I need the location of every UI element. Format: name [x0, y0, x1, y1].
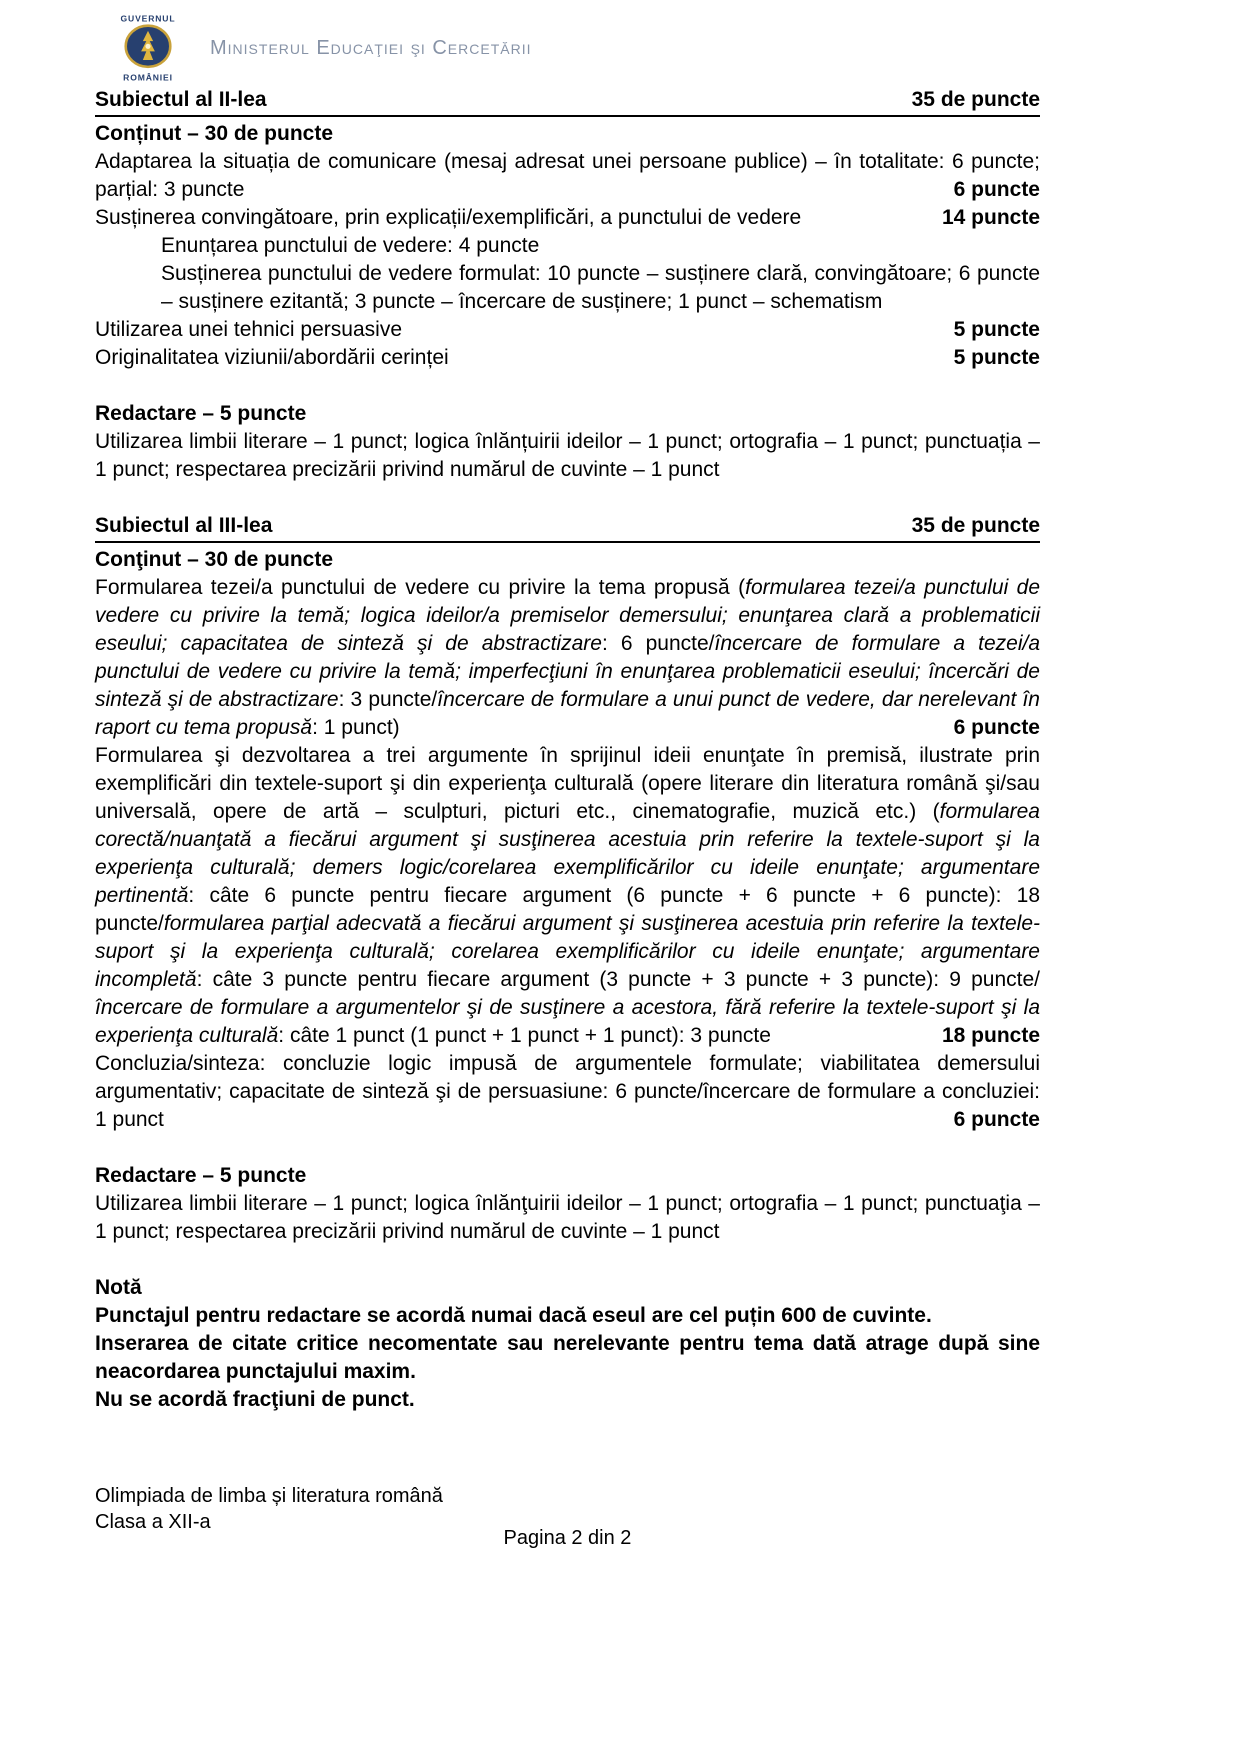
document-header	[104, 12, 531, 84]
criteria-text: Utilizarea limbii literare – 1 punct; logica înlănţuirii ideilor – 1 punct; ortografia – 1 punct; punctuaţia – 1 punct; respectarea precizării privind numărul de cuvinte – 1 punct	[95, 1192, 1040, 1243]
blank-line	[95, 1134, 1040, 1162]
svg-text:ROMÂNIEI: ROMÂNIEI	[123, 72, 173, 83]
criteria-text: Susținerea punctului de vedere formulat: 10 puncte – susținere clară, convingătoare; 6 puncte – susținere ezitantă; 3 puncte – încercare de susținere; 1 punct – schematism	[161, 262, 1040, 313]
footer-class: Clasa a XII-a	[95, 1511, 211, 1533]
rubric-paragraph	[95, 574, 1040, 742]
criteria-text: Utilizarea limbii literare – 1 punct; logica înlănțuirii ideilor – 1 punct; ortografia – 1 punct; punctuația – 1 punct; respectarea precizării privind numărul de cuvinte – 1 punct	[95, 430, 1040, 481]
criteria-text: Originalitatea viziunii/abordării cerinței	[95, 346, 449, 369]
rubric-paragraph	[95, 742, 1040, 1050]
subsection-heading: Conţinut – 30 de puncte	[95, 548, 334, 571]
section-total-points: 35 de puncte	[911, 514, 1040, 537]
criteria-text: : 6 puncte/	[601, 632, 715, 655]
points-value: 6 puncte	[948, 176, 1040, 204]
section-title: Subiectul al III-lea	[95, 514, 273, 537]
rubric-paragraph	[95, 1190, 1040, 1246]
svg-text:GUVERNUL: GUVERNUL	[120, 13, 176, 24]
document-body	[95, 86, 1040, 1414]
ministry-name: Ministerul Educaţiei şi Cercetării	[210, 36, 532, 59]
criteria-italic-text: încercare de formulare a argumentelor şi de susţinere a acestora, fără referire la textele-suport şi la experienţa culturală	[95, 996, 1040, 1047]
blank-line	[95, 372, 1040, 400]
rubric-paragraph	[95, 148, 1040, 204]
criteria-text: : câte 3 puncte pentru fiecare argument (3 puncte + 3 puncte + 3 puncte): 9 puncte/	[196, 968, 1040, 991]
criteria-text: Concluzia/sinteza: concluzie logic impusă de argumentele formulate; viabilitatea demersului argumentativ; capacitate de sinteză şi de persuasiune: 6 puncte/încercare de formulare a concluziei: 1 punct	[95, 1052, 1040, 1131]
section-total-points: 35 de puncte	[911, 88, 1040, 111]
subsection-heading: Notă	[95, 1276, 142, 1299]
points-value: 14 puncte	[936, 204, 1040, 232]
rubric-paragraph	[95, 344, 1040, 372]
points-value: 6 puncte	[948, 1106, 1040, 1134]
criteria-text: Adaptarea la situația de comunicare (mesaj adresat unei persoane publice) – în totalitate: 6 puncte; parțial: 3 puncte	[95, 150, 1040, 201]
points-value: 18 puncte	[936, 1022, 1040, 1050]
page-number: Pagina 2 din 2	[503, 1527, 632, 1549]
criteria-italic-text: încercare de formulare a unui punct de vedere, dar nerelevant în raport cu tema propusă	[95, 688, 1040, 739]
blank-line	[95, 1246, 1040, 1274]
rubric-paragraph	[95, 316, 1040, 344]
points-value: 5 puncte	[948, 344, 1040, 372]
government-coat-of-arms-icon	[104, 12, 192, 84]
criteria-italic-text: încercare de formulare a tezei/a punctului de vedere cu privire la temă; imperfecţiuni în enunţarea problematicii eseului; încercări de sinteză şi de abstractizare	[95, 632, 1040, 711]
blank-line	[95, 484, 1040, 512]
section-title: Subiectul al II-lea	[95, 88, 267, 111]
criteria-text: Susținerea convingătoare, prin explicații/exemplificări, a punctului de vedere	[95, 206, 802, 229]
rubric-paragraph	[95, 428, 1040, 484]
criteria-text: : câte 1 punct (1 punct + 1 punct + 1 punct): 3 puncte	[278, 1024, 771, 1047]
criteria-text: Enunțarea punctului de vedere: 4 puncte	[161, 234, 540, 257]
rubric-paragraph	[161, 260, 1040, 316]
points-value: 6 puncte	[948, 714, 1040, 742]
note-paragraph: Nu se acordă fracţiuni de punct.	[95, 1388, 415, 1411]
criteria-text: Utilizarea unei tehnici persuasive	[95, 318, 402, 341]
criteria-italic-text: formularea corectă/nuanţată a fiecărui argument şi susţinerea acestuia prin referire la textele-suport şi la experienţa culturală; demers logic/corelarea exemplificărilor cu ideile enunţate; argumentare pertinentă	[95, 800, 1040, 907]
subsection-heading: Conținut – 30 de puncte	[95, 122, 334, 145]
criteria-text: : câte 6 puncte pentru fiecare argument (6 puncte + 6 puncte + 6 puncte): 18 puncte/	[95, 884, 1040, 935]
subsection-heading: Redactare – 5 puncte	[95, 1164, 307, 1187]
points-value: 5 puncte	[948, 316, 1040, 344]
note-paragraph: Punctajul pentru redactare se acordă numai dacă eseul are cel puțin 600 de cuvinte.	[95, 1304, 932, 1327]
criteria-text: Formularea şi dezvoltarea a trei argumente în sprijinul ideii enunţate în premisă, ilustrate prin exemplificări din textele-suport şi din experienţa culturală (opere literare din literatura română şi/sau universală, opere de artă – sculpturi, picturi etc., cinematografie, muzică etc.) (	[95, 744, 1040, 823]
note-paragraph: Inserarea de citate critice necomentate sau nerelevante pentru tema dată atrage după sine neacordarea punctajului maxim.	[95, 1332, 1040, 1383]
criteria-text: : 1 punct)	[312, 716, 400, 739]
criteria-italic-text: formularea parţial adecvată a fiecărui argument şi susţinerea acestuia prin referire la textele-suport şi la experienţa culturală; corelarea exemplificărilor cu ideile enunţate; argumentare incompletă	[95, 912, 1040, 991]
section-heading-row	[95, 512, 1040, 543]
criteria-italic-text: formularea tezei/a punctului de vedere cu privire la temă; logica ideilor/a premiselor demersului; enunţarea clară a problematicii eseului; capacitatea de sinteză şi de abstractizare	[95, 576, 1041, 655]
rubric-paragraph	[161, 232, 1040, 260]
criteria-text: : 3 puncte/	[338, 688, 438, 711]
rubric-paragraph	[95, 204, 1040, 232]
rubric-paragraph	[95, 1050, 1040, 1134]
criteria-text: Formularea tezei/a punctului de vedere cu privire la tema propusă (	[95, 576, 746, 599]
subsection-heading: Redactare – 5 puncte	[95, 402, 307, 425]
section-heading-row	[95, 86, 1040, 117]
footer-olympiad-title: Olimpiada de limba și literatura română	[95, 1485, 443, 1507]
